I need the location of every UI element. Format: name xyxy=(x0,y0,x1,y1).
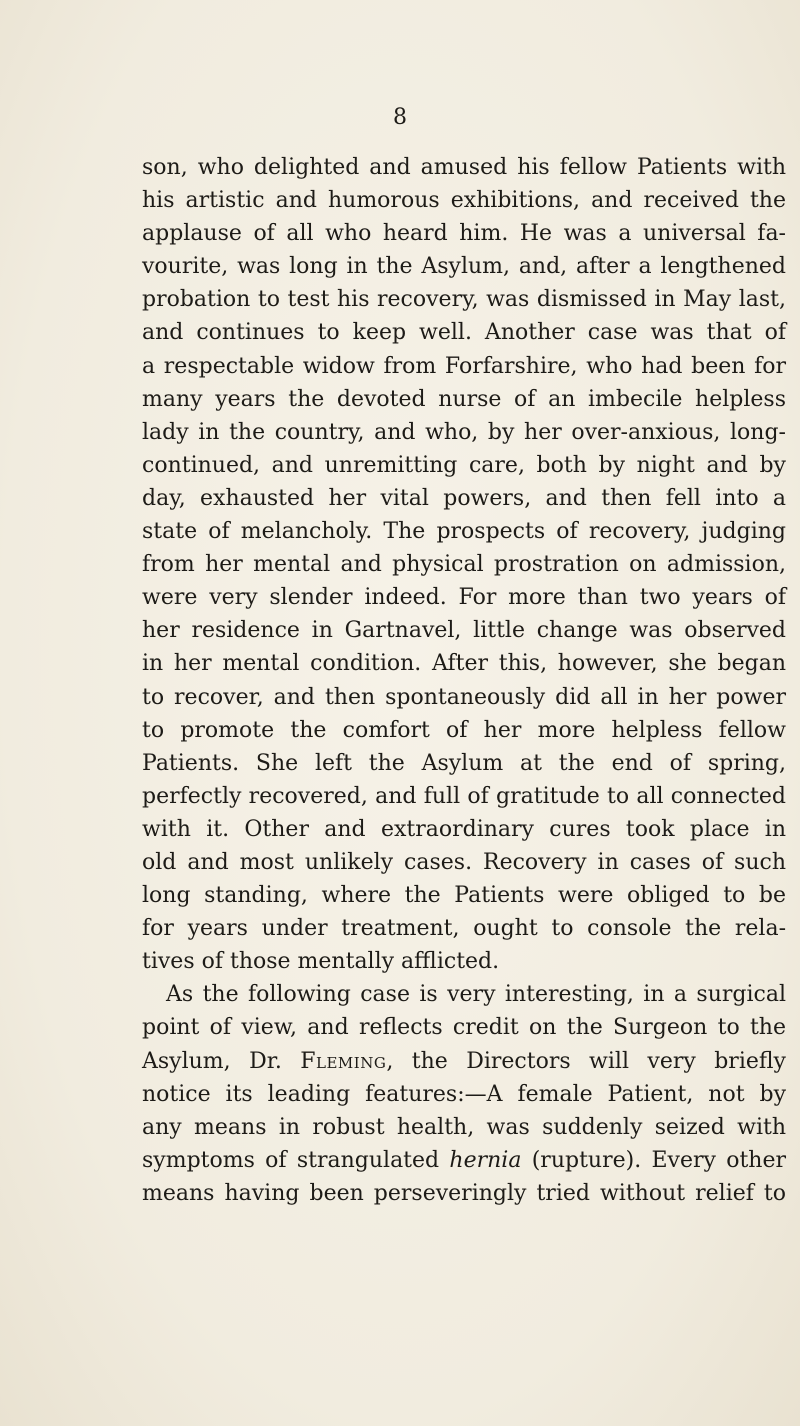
text-line: in her mental condition. After this, however, she began xyxy=(142,651,786,677)
text-line: her residence in Gartnavel, little change was observed xyxy=(142,618,786,644)
text-line: long standing, where the Patients were obliged to be xyxy=(142,883,786,909)
text-line xyxy=(142,1045,786,1078)
text-line: to promote the comfort of her more helpless fellow xyxy=(142,717,786,743)
italic-term: hernia xyxy=(449,1147,522,1173)
surgeon-name: Fleming xyxy=(300,1048,387,1074)
text-run: , the Directors will very briefly xyxy=(386,1048,786,1074)
text-line: from her mental and physical prostration on admission, xyxy=(142,552,786,578)
text-run: symptoms of strangulated xyxy=(142,1147,450,1173)
text-line: son, who delighted and amused his fellow Patients with xyxy=(142,155,786,180)
text-line: tives of those mentally afflicted. xyxy=(142,949,500,975)
text-line: lady in the country, and who, by her over-anxious, long- xyxy=(142,419,786,445)
text-line: any means in robust health, was suddenly seized with xyxy=(142,1114,786,1140)
text-line: perfectly recovered, and full of gratitude to all connected xyxy=(142,783,786,809)
text-line: a respectable widow from Forfarshire, who had been for xyxy=(142,353,786,379)
text-line: were very slender indeed. For more than two years of xyxy=(142,585,786,611)
text-line: Patients. She left the Asylum at the end of spring, xyxy=(142,750,786,776)
text-line xyxy=(142,1144,786,1177)
text-run: (rupture). Every other xyxy=(521,1147,786,1173)
text-line: applause of all who heard him. He was a universal fa- xyxy=(142,221,786,247)
text-line: many years the devoted nurse of an imbecile helpless xyxy=(142,386,786,412)
text-line: for years under treatment, ought to console the rela- xyxy=(142,916,786,942)
text-run: Asylum, Dr. xyxy=(142,1048,301,1074)
text-line: continued, and unremitting care, both by night and by xyxy=(142,452,786,478)
text-line: means having been perseveringly tried without relief to xyxy=(142,1180,786,1206)
text-line: As the following case is very interesting, in a surgical xyxy=(166,982,786,1008)
text-line: his artistic and humorous exhibitions, and received the xyxy=(142,188,786,214)
body-text xyxy=(142,151,786,1210)
text-line: notice its leading features:—A female Patient, not by xyxy=(142,1081,786,1107)
text-line: to recover, and then spontaneously did all in her power xyxy=(142,684,786,710)
text-line: and continues to keep well. Another case was that of xyxy=(142,320,786,346)
text-line: day, exhausted her vital powers, and then fell into a xyxy=(142,485,786,511)
text-line: old and most unlikely cases. Recovery in cases of such xyxy=(142,849,786,875)
text-line: with it. Other and extraordinary cures took place in xyxy=(142,816,786,842)
page-number: 8 xyxy=(393,105,407,130)
text-line: vourite, was long in the Asylum, and, after a lengthened xyxy=(142,254,786,280)
text-line: point of view, and reflects credit on the Surgeon to the xyxy=(142,1015,786,1041)
text-line: state of melancholy. The prospects of recovery, judging xyxy=(142,519,786,545)
text-line: probation to test his recovery, was dismissed in May last, xyxy=(142,287,786,313)
